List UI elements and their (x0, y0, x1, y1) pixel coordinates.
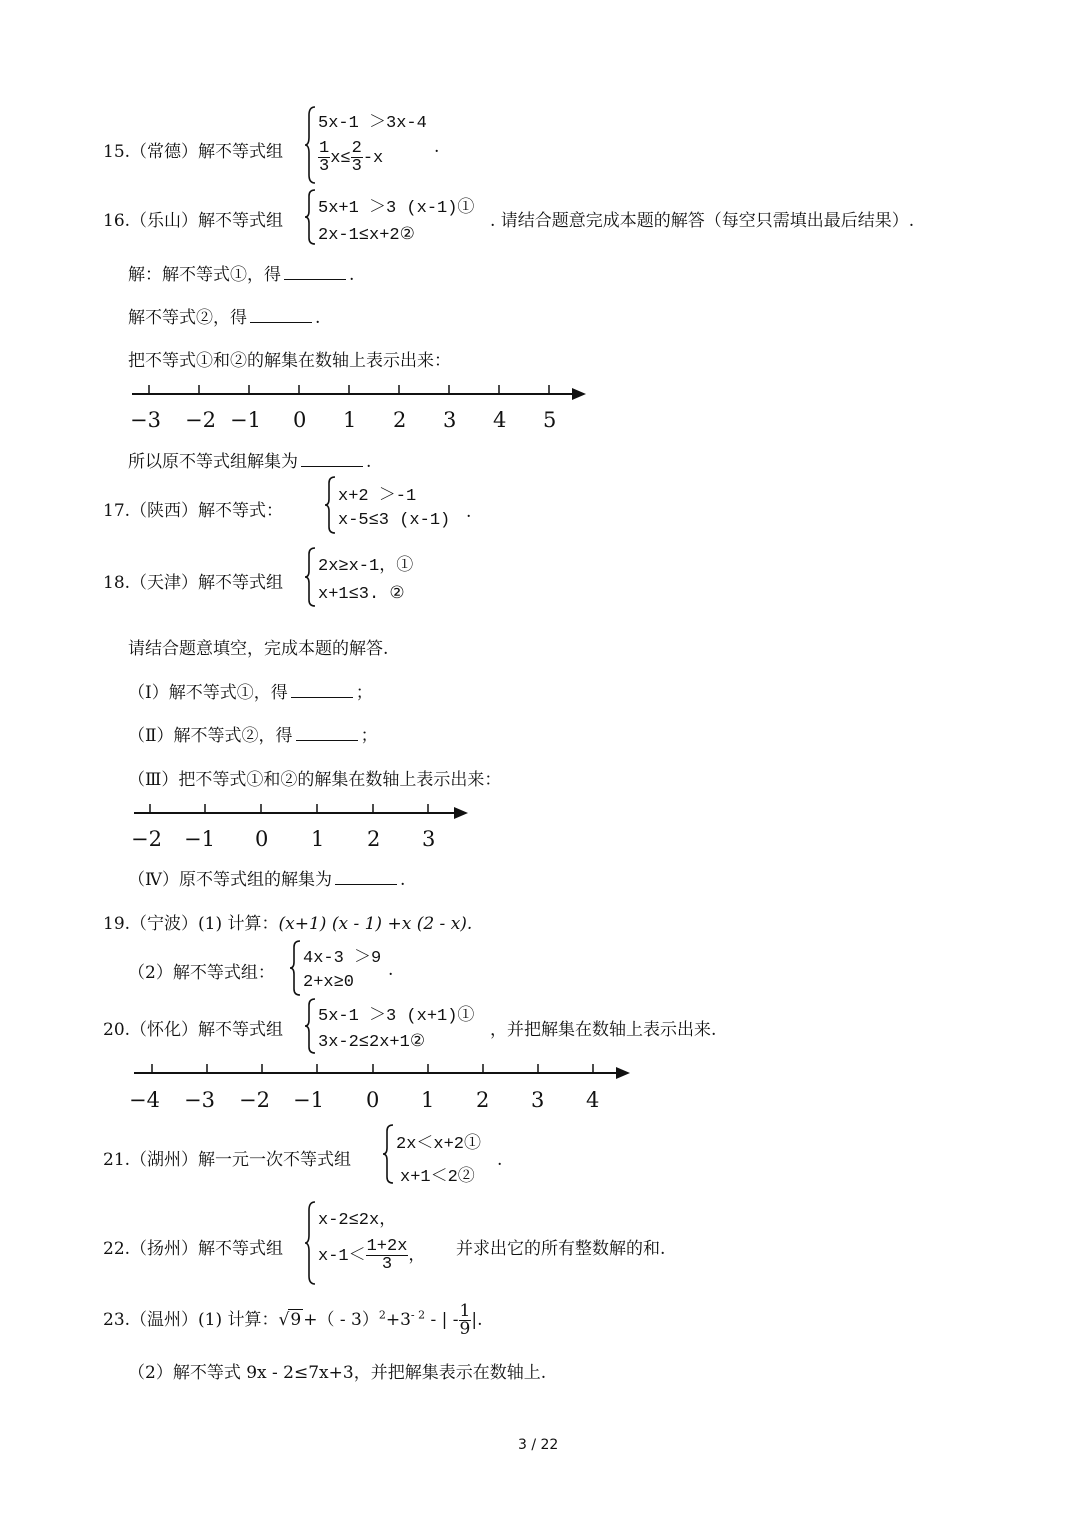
p16-inequality-1: 5x+1 ＞3 (x-1)① (318, 199, 475, 218)
p23-sub2: （2）解不等式 9x - 2≤7x+3，并把解集表示在数轴上. (128, 1363, 547, 1383)
arrow-right-icon (572, 388, 586, 400)
p22-inequality-1: x-2≤2x， (318, 1211, 397, 1230)
period: . (366, 452, 372, 472)
p19-period: . (388, 960, 394, 980)
tick-label: −4 (129, 1088, 160, 1112)
fraction-denominator: 9 (459, 1319, 471, 1339)
left-brace-icon (303, 546, 317, 608)
sqrt-radicand: 9 (290, 1310, 302, 1330)
p18-inequality-2: x+1≤3. ② (318, 585, 405, 604)
tick-label: 2 (367, 827, 381, 851)
page-number: 3 / 22 (518, 1437, 559, 1453)
p17-period: . (466, 502, 472, 522)
p18-intro: 请结合题意填空，完成本题的解答. (128, 639, 389, 659)
problem-18-label: 18.（天津）解不等式组 (103, 573, 284, 593)
p18-step-2-text: （Ⅱ）解不等式②，得 (128, 726, 293, 746)
problem-21-label: 21.（湖州）解一元一次不等式组 (103, 1150, 352, 1170)
p15-period: . (434, 137, 440, 157)
p19-expression: (x+1) (x - 1) +x (2 - x). (278, 914, 473, 934)
p18-step-1 (128, 678, 373, 703)
p15-fraction-1-3 (318, 140, 330, 175)
p23-term-a: +（ - 3） (303, 1310, 379, 1330)
fraction-numerator: 1 (459, 1301, 471, 1321)
left-brace-icon (303, 105, 317, 185)
p16-step-4 (128, 447, 371, 472)
fraction-numerator: 1 (319, 139, 330, 158)
arrow-right-icon (454, 807, 468, 819)
arrow-right-icon (616, 1067, 630, 1079)
tick-label: −2 (131, 827, 162, 851)
tick-label: 3 (443, 408, 457, 432)
tick-label: 3 (422, 827, 436, 851)
problem-19-label: 19.（宁波）(1) 计算： (103, 914, 279, 934)
p15-tail-term: -x (362, 148, 384, 168)
p16-step-1-text: 解：解不等式①，得 (128, 265, 281, 285)
tick-label: 4 (493, 408, 507, 432)
problem-23 (103, 1303, 483, 1338)
p16-step-2-text: 解不等式②，得 (128, 308, 247, 328)
problem-20-label: 20.（怀化）解不等式组 (103, 1020, 284, 1040)
left-brace-icon (303, 1200, 317, 1286)
problem-19 (103, 909, 472, 934)
p18-step-2 (128, 721, 378, 746)
problem-17-label: 17.（陕西）解不等式： (103, 501, 284, 521)
tick-label: 2 (393, 408, 407, 432)
p15-inequality-2 (318, 140, 383, 175)
p18-step-3: （Ⅲ）把不等式①和②的解集在数轴上表示出来： (128, 770, 502, 790)
tick-label: 3 (531, 1088, 545, 1112)
problem-16-label: 16.（乐山）解不等式组 (103, 211, 284, 231)
p22-lhs: x-1＜ (318, 1246, 366, 1266)
p16-number-line[interactable] (128, 380, 598, 402)
left-brace-icon (323, 475, 337, 535)
answer-blank[interactable] (301, 452, 363, 467)
tick-label: −1 (184, 827, 215, 851)
p22-fraction (366, 1238, 409, 1273)
tick-label: 5 (543, 408, 557, 432)
tick-label: −3 (130, 408, 161, 432)
answer-blank[interactable] (296, 726, 358, 741)
semicolon: ； (355, 683, 373, 703)
p18-step-4-text: （Ⅳ）原不等式组的解集为 (128, 870, 332, 890)
p20-number-line[interactable] (130, 1059, 640, 1081)
p15-inequality-1: 5x-1 ＞3x-4 (318, 114, 427, 133)
left-brace-icon (303, 188, 317, 246)
tick-label: 0 (255, 827, 269, 851)
fraction-denominator: 3 (351, 157, 362, 176)
p21-inequality-2: x+1＜2② (400, 1168, 475, 1187)
left-brace-icon (303, 997, 317, 1055)
p19-inequality-2: 2+x≥0 (303, 973, 355, 992)
fraction-denominator: 3 (381, 1255, 393, 1274)
p22-inequality-2 (318, 1238, 425, 1273)
p20-inequality-2: 3x-2≤2x+1② (318, 1033, 426, 1052)
p22-instruction: 并求出它的所有整数解的和. (456, 1239, 666, 1259)
answer-blank[interactable] (284, 265, 346, 280)
p16-inequality-2: 2x-1≤x+2② (318, 226, 415, 245)
problem-23-label: 23.（温州）(1) 计算： (103, 1310, 279, 1330)
exponent: - 2 (410, 1308, 426, 1322)
p16-step-2 (128, 303, 320, 328)
tick-label: 4 (586, 1088, 600, 1112)
p21-period: . (497, 1150, 503, 1170)
tick-label: 0 (366, 1088, 380, 1112)
tick-label: −2 (185, 408, 216, 432)
p20-inequality-1: 5x-1 ＞3 (x+1)① (318, 1007, 475, 1026)
p23-term-d: |. (471, 1310, 483, 1330)
p16-step-4-text: 所以原不等式组解集为 (128, 452, 298, 472)
p15-fraction-2-3 (351, 140, 363, 175)
period: . (349, 265, 355, 285)
p16-step-1 (128, 260, 354, 285)
exponent: 2 (378, 1308, 386, 1322)
period: . (315, 308, 321, 328)
p18-number-line[interactable] (130, 799, 480, 821)
tick-label: −1 (293, 1088, 324, 1112)
tick-label: 0 (293, 408, 307, 432)
tick-label: −1 (230, 408, 261, 432)
tick-label: −2 (239, 1088, 270, 1112)
p18-step-4 (128, 865, 405, 890)
fraction-denominator: 3 (319, 157, 330, 176)
semicolon: ； (360, 726, 378, 746)
fraction-numerator: 2 (351, 139, 362, 158)
p23-fraction (459, 1303, 472, 1338)
problem-22-label: 22.（扬州）解不等式组 (103, 1239, 284, 1259)
period: . (399, 870, 406, 890)
fraction-numerator: 1+2x (366, 1237, 408, 1256)
problem-15-label: 15.（常德）解不等式组 (103, 142, 284, 162)
p18-inequality-1: 2x≥x-1，① (318, 557, 414, 576)
answer-blank[interactable] (250, 308, 312, 323)
p18-step-1-text: （Ⅰ）解不等式①，得 (128, 683, 288, 703)
p21-inequality-1: 2x＜x+2① (396, 1135, 482, 1154)
p23-term-b: +3 (385, 1310, 411, 1330)
answer-blank[interactable] (291, 683, 353, 698)
variable-x: x (330, 148, 341, 168)
p17-inequality-2: x-5≤3 (x-1) (338, 511, 451, 530)
left-brace-icon (288, 939, 302, 997)
p16-instruction: . 请结合题意完成本题的解答（每空只需填出最后结果）. (490, 211, 915, 231)
sqrt-icon: √ (278, 1310, 290, 1330)
left-brace-icon (381, 1123, 395, 1185)
p23-term-c: - | - (425, 1310, 459, 1330)
p19-inequality-1: 4x-3 ＞9 (303, 949, 382, 968)
tick-label: 1 (311, 827, 325, 851)
relation-symbol: ≤ (340, 148, 351, 168)
p19-sub2-label: （2）解不等式组： (128, 963, 275, 983)
tick-label: 1 (421, 1088, 435, 1112)
p17-inequality-1: x+2 ＞-1 (338, 487, 417, 506)
comma: ， (408, 1246, 426, 1266)
p16-step-3: 把不等式①和②的解集在数轴上表示出来： (128, 351, 451, 371)
tick-label: 1 (343, 408, 357, 432)
tick-label: 2 (476, 1088, 490, 1112)
answer-blank[interactable] (335, 870, 397, 885)
p20-instruction: ，并把解集在数轴上表示出来. (490, 1020, 717, 1040)
tick-label: −3 (184, 1088, 215, 1112)
